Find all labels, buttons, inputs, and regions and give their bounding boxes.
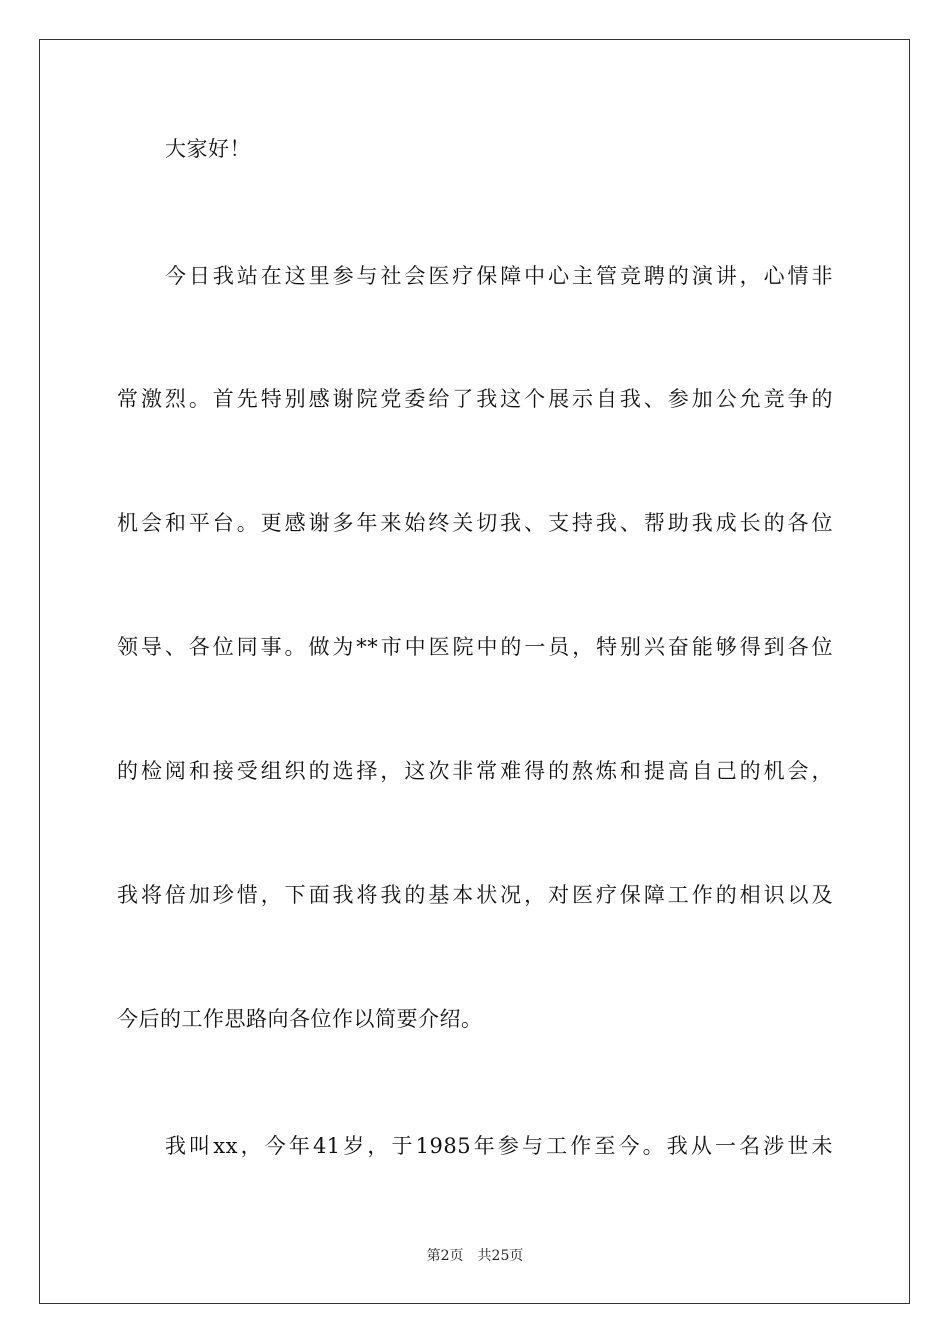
page-footer [0, 1246, 950, 1266]
paragraph-line: 的检阅和接受组织的选择，这次非常难得的熬炼和提高自己的机会， [117, 759, 833, 783]
paragraph-line: 今后的工作思路向各位作以简要介绍。 [117, 1007, 483, 1031]
paragraph-line: 今日我站在这里参与社会医疗保障中心主管竞聘的演讲，心情非 [165, 264, 833, 288]
paragraph-line: 机会和平台。更感谢多年来始终关切我、支持我、帮助我成长的各位 [117, 511, 833, 535]
page-number: 第2页 [426, 1248, 464, 1264]
page-frame [39, 39, 910, 1304]
page-total: 共25页 [477, 1248, 524, 1264]
paragraph-line: 领导、各位同事。做为**市中医院中的一员，特别兴奋能够得到各位 [117, 635, 833, 659]
greeting-line: 大家好！ [165, 137, 251, 161]
paragraph-line: 我叫xx，今年41岁，于1985年参与工作至今。我从一名涉世未 [165, 1134, 833, 1158]
paragraph-line: 我将倍加珍惜，下面我将我的基本状况，对医疗保障工作的相识以及 [117, 883, 833, 907]
paragraph-line: 常激烈。首先特别感谢院党委给了我这个展示自我、参加公允竞争的 [117, 387, 833, 411]
